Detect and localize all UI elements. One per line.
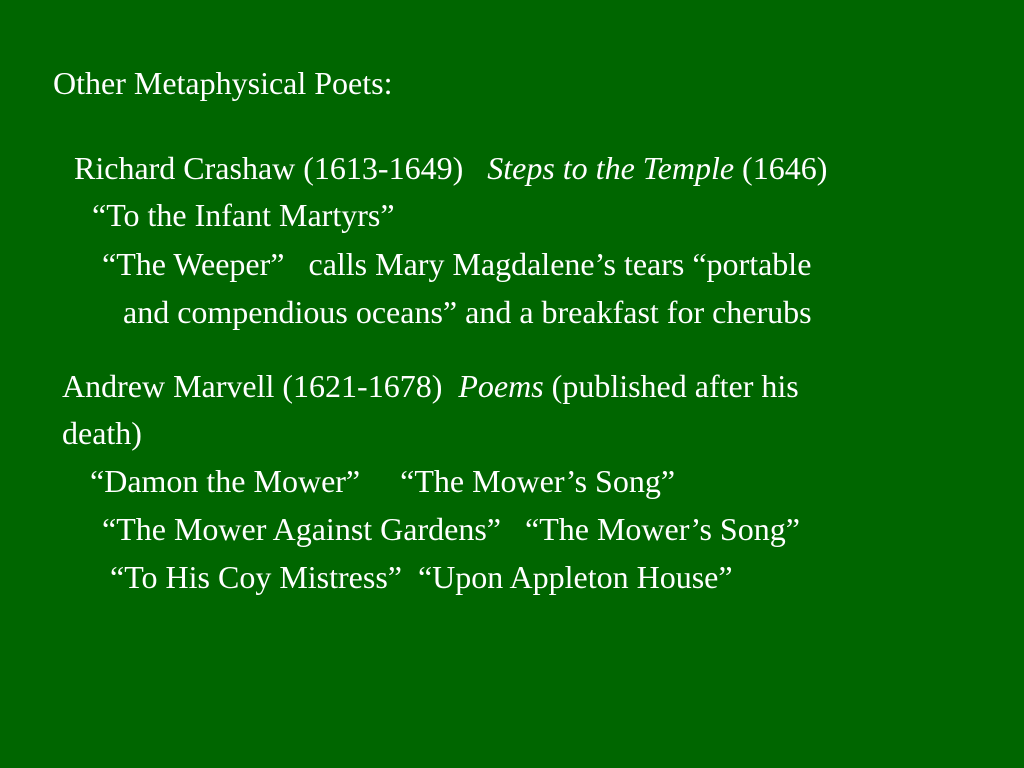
crashaw-poem-weeper-line	[102, 244, 811, 284]
marvell-poem-coy-mistress: “To His Coy Mistress”	[110, 559, 402, 595]
marvell-poems-row-3	[110, 557, 733, 597]
marvell-poems-row-1	[90, 461, 675, 501]
marvell-poems-row-2	[102, 509, 800, 549]
crashaw-entry	[74, 148, 827, 188]
marvell-poet: Andrew Marvell (1621-1678)	[62, 368, 443, 404]
marvell-work-title: Poems	[458, 368, 544, 404]
crashaw-weeper-note: calls Mary Magdalene’s tears “portable	[308, 246, 812, 282]
marvell-poem-mowers-song-2: “The Mower’s Song”	[524, 511, 800, 547]
crashaw-poem-weeper: “The Weeper”	[102, 246, 285, 282]
marvell-poem-mowers-song: “The Mower’s Song”	[400, 463, 676, 499]
slide-heading: Other Metaphysical Poets:	[53, 65, 393, 101]
crashaw-work-year: (1646)	[742, 150, 828, 186]
crashaw-poet: Richard Crashaw (1613-1649)	[74, 150, 464, 186]
crashaw-work-title: Steps to the Temple	[487, 150, 735, 186]
marvell-work-note: (published after his	[551, 368, 799, 404]
marvell-poem-appleton-house: “Upon Appleton House”	[417, 559, 733, 595]
crashaw-weeper-note-continued: and compendious oceans” and a breakfast for cherubs	[123, 294, 812, 330]
marvell-work-note-continued: death)	[62, 415, 142, 451]
crashaw-poem-infant-martyrs: “To the Infant Martyrs”	[92, 197, 395, 233]
marvell-poem-damon: “Damon the Mower”	[90, 463, 361, 499]
marvell-entry	[62, 366, 799, 406]
marvell-poem-mower-gardens: “The Mower Against Gardens”	[102, 511, 501, 547]
